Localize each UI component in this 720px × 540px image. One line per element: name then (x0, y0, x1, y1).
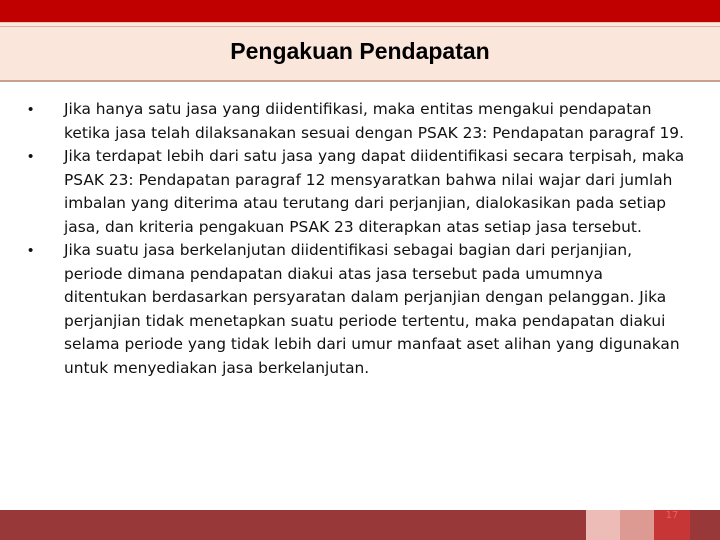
page-number: 17 (665, 510, 679, 521)
bottom-accent-block-light (586, 510, 620, 540)
list-item (28, 239, 688, 380)
list-item (28, 98, 688, 145)
top-accent-bar (0, 0, 720, 22)
list-item (28, 145, 688, 239)
bullet-text: Jika suatu jasa berkelanjutan diidentifikasi sebagai bagian dari perjanjian, periode dimana pendapatan diakui atas jasa tersebut pada umumnya ditentukan berdasarkan persyaratan dalam perjanjian dengan pelanggan. Jika perjanjian tidak menetapkan suatu periode tertentu, maka pendapatan diakui selama periode yang tidak lebih dari umur manfaat aset alihan yang digunakan untuk menyediakan jasa berkelanjutan. (64, 241, 680, 377)
bullet-list (28, 98, 688, 380)
bullet-icon: • (28, 101, 34, 118)
bullet-icon: • (28, 242, 34, 259)
bullet-text: Jika terdapat lebih dari satu jasa yang dapat diidentifikasi secara terpisah, maka PSAK 23: Pendapatan paragraf 12 mensyaratkan bahwa nilai wajar dari jumlah imbalan yang diterima atau terutang dari perjanjian, dialokasikan pada setiap jasa, dan kriteria pengakuan PSAK 23 diterapkan atas setiap jasa tersebut. (64, 147, 685, 236)
bottom-accent-block-mid (620, 510, 654, 540)
bottom-accent-bar (0, 510, 720, 540)
bullet-icon: • (28, 148, 34, 165)
bottom-accent-block-end (690, 510, 720, 540)
page-title: Pengakuan Pendapatan (230, 38, 490, 64)
bullet-text: Jika hanya satu jasa yang diidentifikasi, maka entitas mengakui pendapatan ketika jasa telah dilaksanakan sesuai dengan PSAK 23: Pendapatan paragraf 19. (64, 100, 684, 142)
title-band (0, 22, 720, 82)
